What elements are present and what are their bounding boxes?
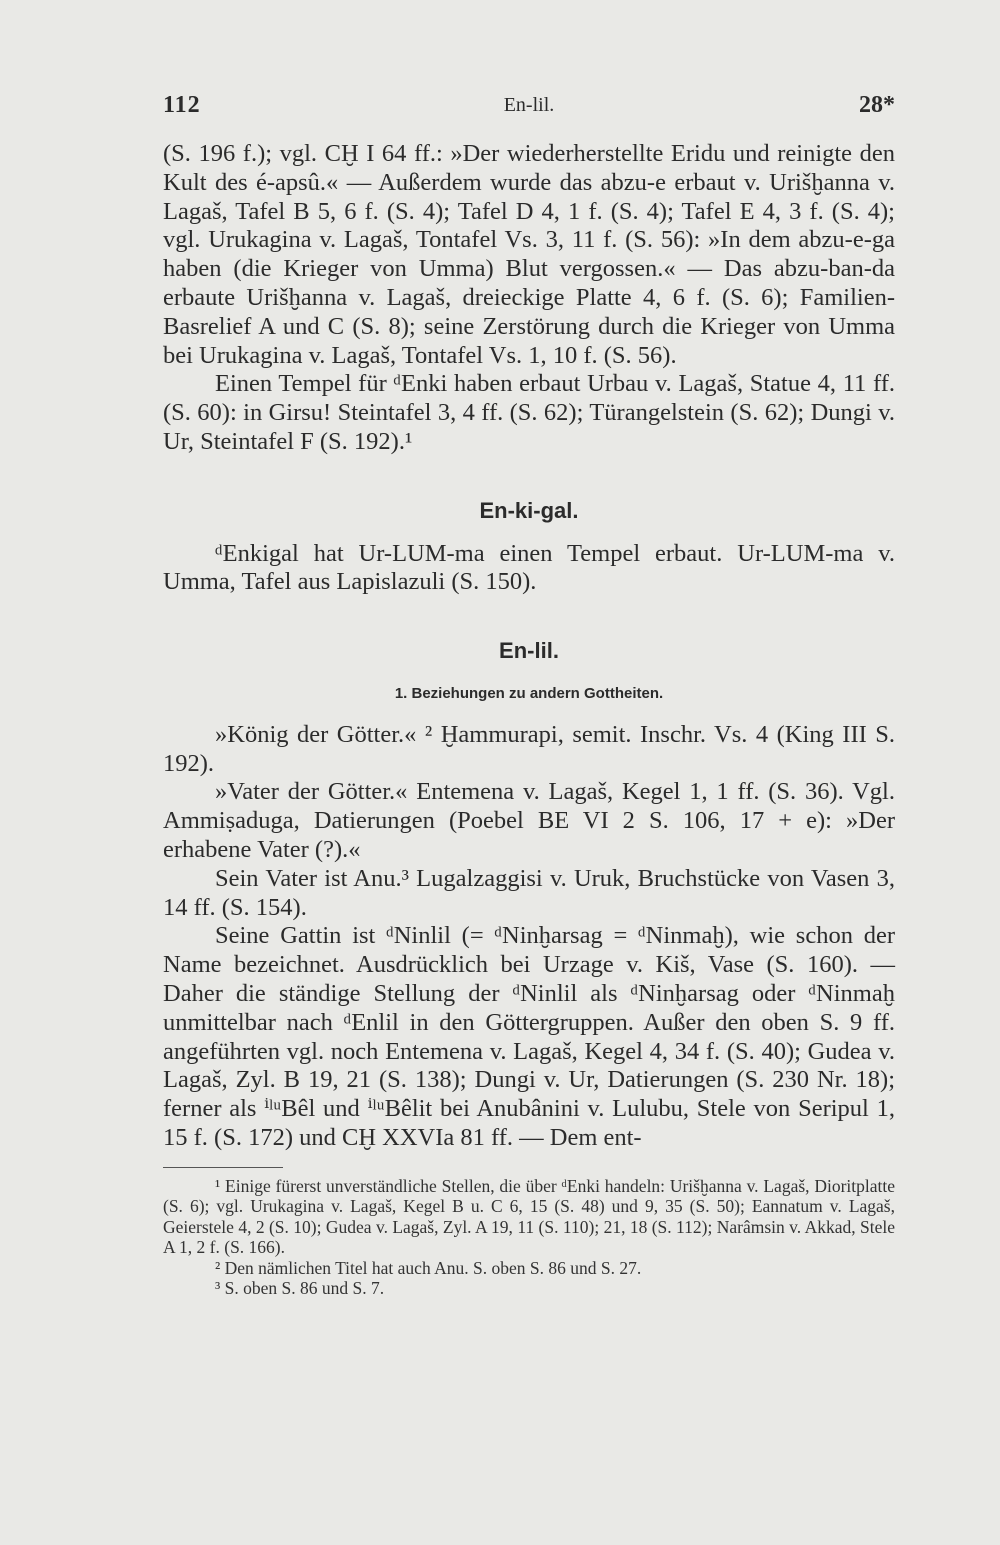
paragraph-continued: (S. 196 f.); vgl. CḪ I 64 ff.: »Der wiederherstellte Eridu und reinigte den Kult des é-apsû.« — Außerdem wurde das abzu-e erbaut v. Urišḫanna v. Lagaš, Tafel B 5, 6 f. (S. 4); Tafel D 4, 1 f. (S. 4); Tafel E 4, 3 f. (S. 4); vgl. Urukagina v. Lagaš, Tontafel Vs. 3, 11 f. (S. 56): »In dem abzu-e-ga haben (die Krieger von Umma) Blut vergossen.« — Das abzu-ban-da erbaute Urišḫanna v. Lagaš, dreieckige Platte 4, 6 f. (S. 6); Familien-Basrelief A und C (S. 8); seine Zerstörung durch die Krieger von Umma bei Urukagina v. Lagaš, Tontafel Vs. 1, 10 f. (S. 56). xyxy=(163,140,895,369)
page-number: 112 xyxy=(163,92,201,118)
paragraph-enki-temples: Einen Tempel für ᵈEnki haben erbaut Urbau v. Lagaš, Statue 4, 11 ff. (S. 60): in Girsu! Steintafel 3, 4 ff. (S. 62); Türangelstein (S. 62); Dungi v. Ur, Steintafel F (S. 192).¹ xyxy=(163,370,895,455)
section-heading-enlil: En-lil. xyxy=(499,638,559,664)
running-head xyxy=(163,92,895,126)
book-page xyxy=(163,92,895,1299)
paragraph-father-anu: Sein Vater ist Anu.³ Lugalzaggisi v. Uruk, Bruchstücke von Vasen 3, 14 ff. (S. 154). xyxy=(163,864,895,921)
paragraph-king-of-gods: »König der Götter.« ² Ḫammurapi, semit. Inschr. Vs. 4 (King III S. 192). xyxy=(163,720,895,777)
footnote-2: ² Den nämlichen Titel hat auch Anu. S. oben S. 86 und S. 27. xyxy=(215,1257,642,1278)
subheading-relations: 1. Beziehungen zu andern Gottheiten. xyxy=(394,684,664,702)
paragraph-consort-ninlil: Seine Gattin ist ᵈNinlil (= ᵈNinḫarsag = ᵈNinmaḫ), wie schon der Name bezeichnet. Ausdrücklich bei Urzage v. Kiš, Vase (S. 160). — Daher die ständige Stellung der ᵈNinlil als ᵈNinḫarsag oder ᵈNinmaḫ unmittelbar nach ᵈEnlil in den Göttergruppen. Außer den oben S. 9 ff. angeführten vgl. noch Entemena v. Lagaš, Kegel 4, 34 f. (S. 40); Gudea v. Lagaš, Zyl. B 19, 21 (S. 138); Dungi v. Ur, Datierungen (S. 230 Nr. 18); ferner als ⁱˡᵘBêl und ⁱˡᵘBêlit bei Anubânini v. Lulubu, Stele von Seripul 1, 15 f. (S. 172) und CḪ XXVIa 81 ff. — Dem ent- xyxy=(163,922,895,1151)
footnotes xyxy=(163,1176,895,1299)
paragraph-enkigal: ᵈEnkigal hat Ur-LUM-ma einen Tempel erbaut. Ur-LUM-ma v. Umma, Tafel aus Lapislazuli (S. 150). xyxy=(163,539,895,596)
paragraph-father-of-gods: »Vater der Götter.« Entemena v. Lagaš, Kegel 1, 1 ff. (S. 36). Vgl. Ammiṣaduga, Datierungen (Poebel BE VI 2 S. 106, 17 + e): »Der erhabene Vater (?).« xyxy=(163,778,895,863)
footnote-divider xyxy=(163,1167,283,1168)
main-text xyxy=(163,140,895,1153)
running-title: En-lil. xyxy=(503,94,555,116)
footnote-3: ³ S. oben S. 86 und S. 7. xyxy=(215,1278,385,1299)
footnote-1: ¹ Einige fürerst unverständliche Stellen, die über ᵈEnki handeln: Urišḫanna v. Lagaš, Dioritplatte (S. 6); vgl. Urukagina v. Lagaš, Kegel B u. C 6, 15 (S. 48) und 9, 35 (S. 50); Eannatum v. Lagaš, Geierstele 4, 2 (S. 10); Gudea v. Lagaš, Zyl. A 19, 11 (S. 110); 21, 18 (S. 112); Narâmsin v. Akkad, Stele A 1, 2 f. (S. 166). xyxy=(163,1175,895,1258)
sheet-mark: 28* xyxy=(859,92,895,118)
section-heading-enkigal: En-ki-gal. xyxy=(479,497,579,523)
